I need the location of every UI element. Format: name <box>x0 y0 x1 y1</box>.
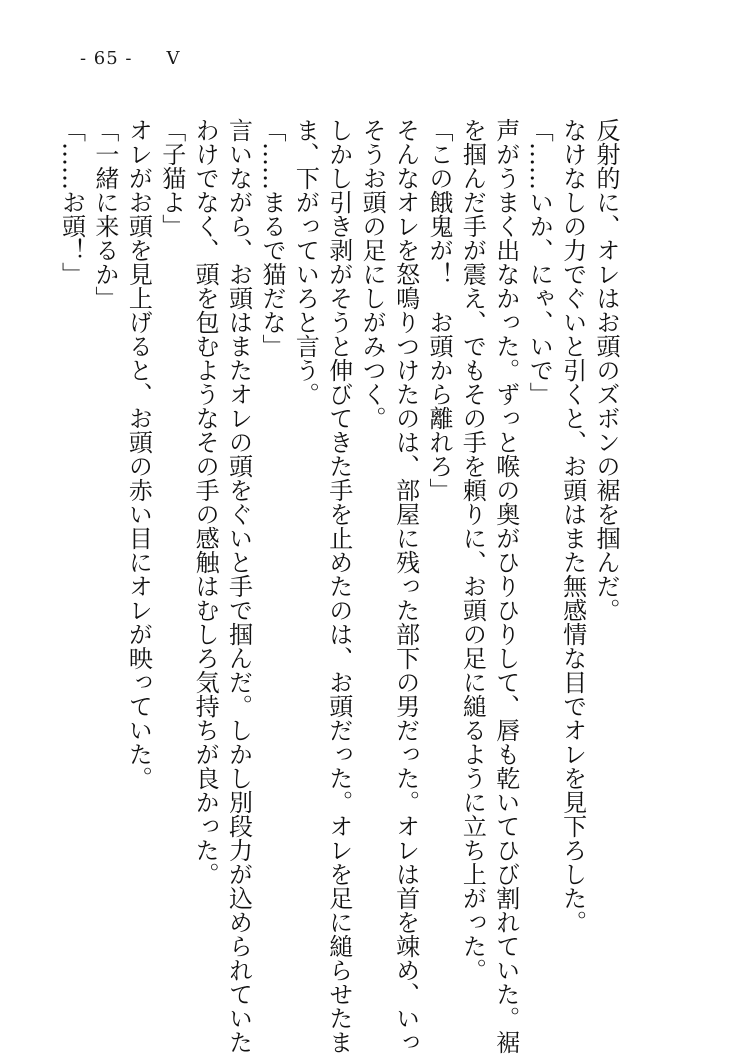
text-line: 「……まるで猫だな」 <box>257 118 286 358</box>
text-line: しかし引き剥がそうと伸びてきた手を止めたのは、お頭だった。オレを足に縋らせたま <box>324 118 353 1054</box>
text-line: 「一緒に来るか」 <box>90 118 119 310</box>
text-line: 声がうまく出なかった。ずっと喉の奥がひりひりして、唇も乾いてひび割れていた。裾 <box>491 118 520 1054</box>
text-line: 「……お頭！」 <box>57 118 86 286</box>
page-header <box>80 48 180 69</box>
text-line: わけでなく、頭を包むようなその手の感触はむしろ気持ちが良かった。 <box>191 118 220 886</box>
text-line: そんなオレを怒鳴りつけたのは、部屋に残った部下の男だった。オレは首を竦め、いっ <box>391 118 420 1054</box>
text-line: ま、下がっていろと言う。 <box>291 118 320 406</box>
page-number: - 65 - <box>80 48 133 69</box>
text-line: なけなしの力でぐいと引くと、お頭はまた無感情な目でオレを見下ろした。 <box>558 118 587 934</box>
text-line: を掴んだ手が震え、でもその手を頼りに、お頭の足に縋るように立ち上がった。 <box>458 118 487 982</box>
vertical-body-text <box>54 118 622 1054</box>
text-line: オレがお頭を見上げると、お頭の赤い目にオレが映っていた。 <box>124 118 153 790</box>
text-line: 「この餓鬼が！ お頭から離れろ」 <box>424 118 453 502</box>
text-line: そうお頭の足にしがみつく。 <box>358 118 387 430</box>
text-line: 反射的に、オレはお頭のズボンの裾を掴んだ。 <box>592 118 620 622</box>
text-line: 「……いか、にゃ、いで」 <box>525 118 554 406</box>
chapter-title: V <box>166 48 180 69</box>
text-line: 言いながら、お頭はまたオレの頭をぐいと手で掴んだ。しかし別段力が込められていた <box>224 118 253 1054</box>
text-line: 「子猫よ」 <box>157 118 186 238</box>
